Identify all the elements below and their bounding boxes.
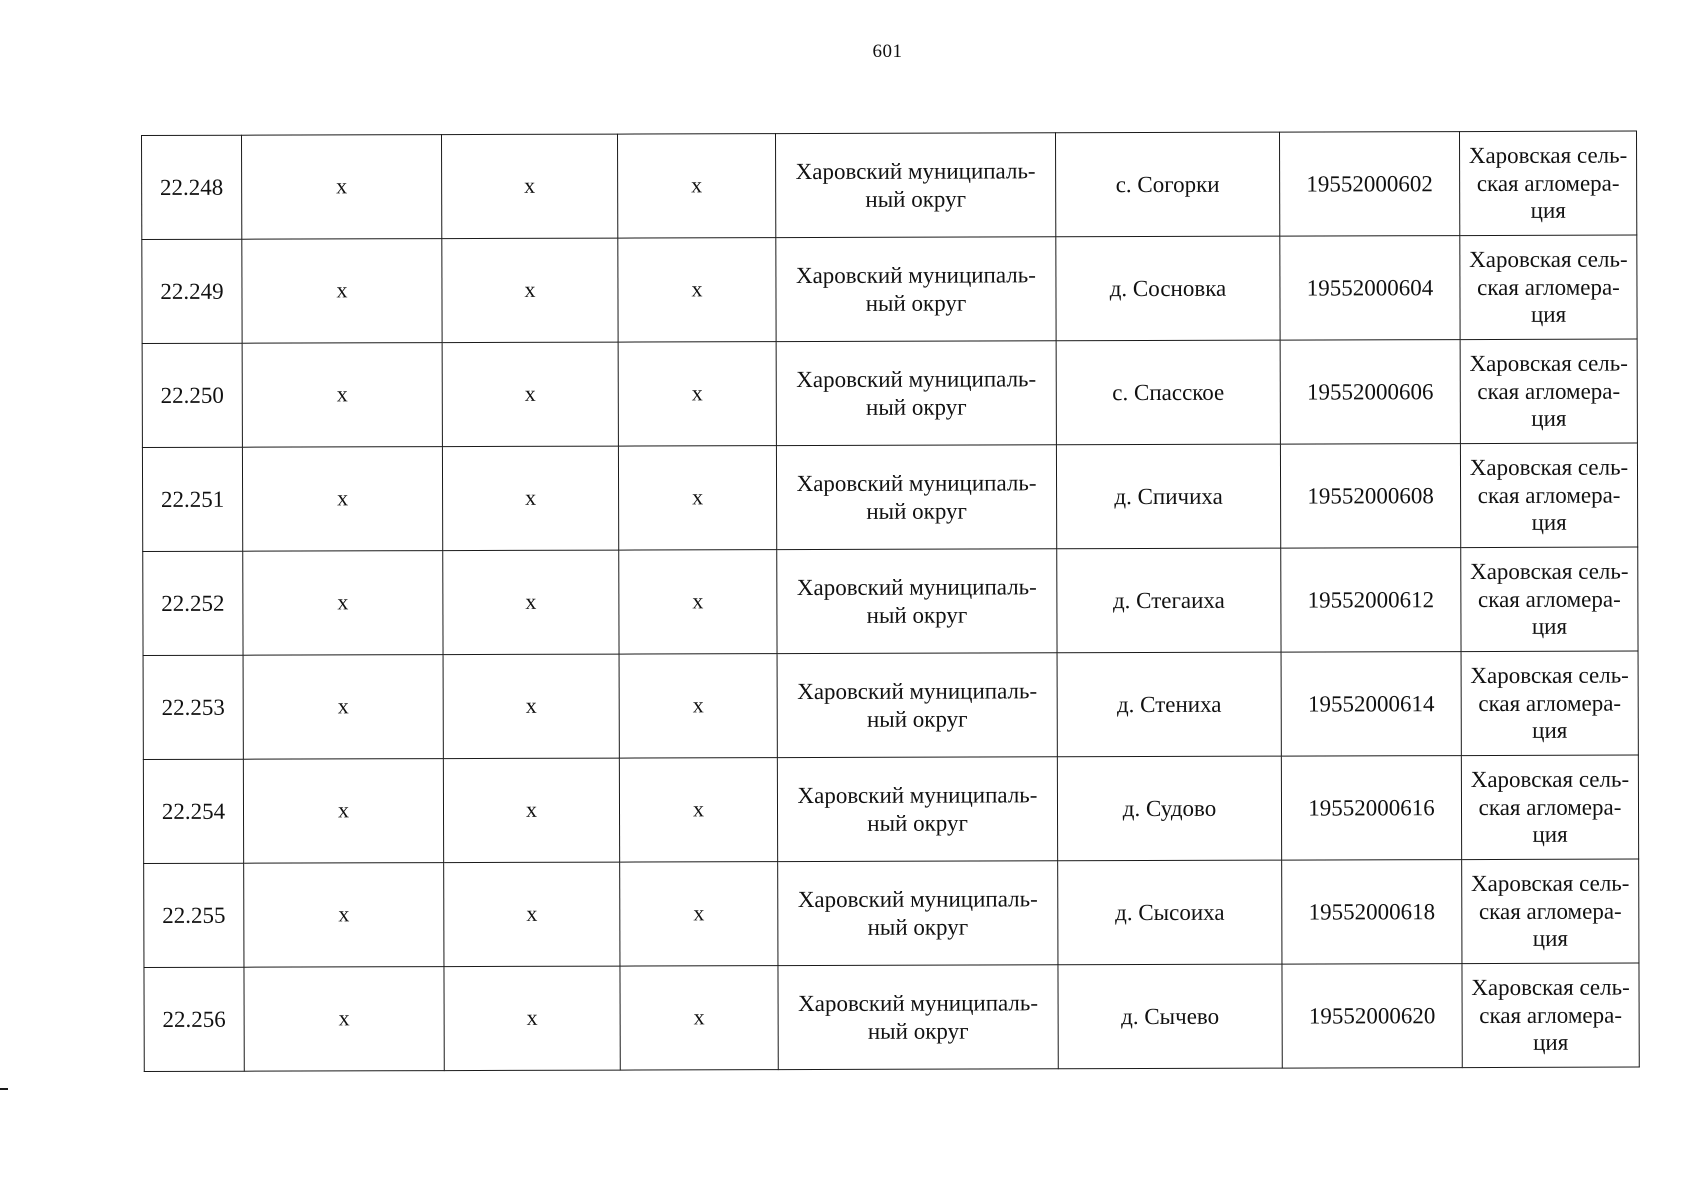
agglomeration-cell: Харовская сель-ская агломера-ция: [1461, 755, 1638, 860]
agglomeration-cell: Харовская сель-ская агломера-ция: [1460, 443, 1637, 548]
row-number-cell: 22.256: [144, 967, 244, 1071]
column-3-cell: х: [443, 654, 619, 759]
table-row: [144, 859, 1639, 967]
column-3-cell: х: [444, 862, 620, 967]
column-4-cell: х: [619, 550, 777, 654]
column-3-cell: х: [443, 550, 619, 655]
oktmo-code-cell: 19552000618: [1282, 860, 1462, 965]
agglomeration-cell: Харовская сель-ская агломера-ция: [1462, 963, 1639, 1068]
municipality-cell: Харовский муниципаль-ный округ: [778, 861, 1058, 966]
table-row: [142, 131, 1637, 239]
table-row: [143, 755, 1638, 863]
oktmo-code-cell: 19552000612: [1281, 548, 1461, 653]
column-3-cell: х: [444, 966, 620, 1071]
column-2-cell: х: [244, 967, 444, 1072]
municipality-cell: Харовский муниципаль-ный округ: [776, 445, 1056, 550]
municipality-cell: Харовский муниципаль-ный округ: [777, 549, 1057, 654]
column-2-cell: х: [242, 447, 442, 552]
settlement-cell: д. Стегаиха: [1057, 548, 1281, 653]
column-4-cell: х: [619, 758, 777, 862]
settlement-cell: д. Судово: [1057, 756, 1281, 861]
table-row: [143, 651, 1638, 759]
table-row: [143, 547, 1638, 655]
row-number-cell: 22.248: [142, 135, 242, 239]
oktmo-code-cell: 19552000614: [1281, 652, 1461, 757]
row-number-cell: 22.255: [144, 863, 244, 967]
oktmo-code-cell: 19552000616: [1281, 756, 1461, 861]
oktmo-code-cell: 19552000606: [1280, 340, 1460, 445]
column-4-cell: х: [618, 342, 776, 446]
oktmo-code-cell: 19552000620: [1282, 964, 1462, 1069]
column-2-cell: х: [243, 759, 443, 864]
row-number-cell: 22.254: [143, 759, 243, 863]
table-row: [142, 443, 1637, 551]
page-number: 601: [872, 41, 903, 62]
agglomeration-cell: Харовская сель-ская агломера-ция: [1460, 235, 1637, 340]
municipality-cell: Харовский муниципаль-ный округ: [777, 757, 1057, 862]
margin-mark: [0, 1088, 8, 1090]
table-body: [142, 131, 1640, 1071]
column-2-cell: х: [243, 655, 443, 760]
agglomeration-cell: Харовская сель-ская агломера-ция: [1461, 547, 1638, 652]
column-4-cell: х: [618, 238, 776, 342]
settlement-cell: д. Спичиха: [1056, 444, 1280, 549]
settlements-table: [141, 131, 1640, 1072]
column-3-cell: х: [442, 238, 618, 343]
column-2-cell: х: [244, 863, 444, 968]
row-number-cell: 22.252: [143, 551, 243, 655]
oktmo-code-cell: 19552000604: [1280, 236, 1460, 341]
table-row: [142, 235, 1637, 343]
table-row: [142, 339, 1637, 447]
settlement-cell: д. Сысоиха: [1058, 860, 1282, 965]
column-2-cell: х: [242, 239, 442, 344]
agglomeration-cell: Харовская сель-ская агломера-ция: [1460, 339, 1637, 444]
settlement-cell: с. Спасское: [1056, 340, 1280, 445]
oktmo-code-cell: 19552000608: [1280, 444, 1460, 549]
agglomeration-cell: Харовская сель-ская агломера-ция: [1461, 651, 1638, 756]
column-2-cell: х: [243, 551, 443, 656]
municipality-cell: Харовский муниципаль-ный округ: [775, 133, 1055, 238]
row-number-cell: 22.250: [142, 343, 242, 447]
row-number-cell: 22.253: [143, 655, 243, 759]
oktmo-code-cell: 19552000602: [1279, 132, 1459, 237]
table-row: [144, 963, 1639, 1071]
settlement-cell: д. Сычево: [1058, 964, 1282, 1069]
column-3-cell: х: [442, 134, 618, 239]
settlement-cell: д. Сосновка: [1056, 236, 1280, 341]
municipality-cell: Харовский муниципаль-ный округ: [776, 237, 1056, 342]
settlement-cell: д. Стениха: [1057, 652, 1281, 757]
column-4-cell: х: [618, 446, 776, 550]
column-2-cell: х: [242, 343, 442, 448]
row-number-cell: 22.249: [142, 239, 242, 343]
agglomeration-cell: Харовская сель-ская агломера-ция: [1459, 131, 1636, 236]
agglomeration-cell: Харовская сель-ская агломера-ция: [1462, 859, 1639, 964]
municipality-cell: Харовский муниципаль-ный округ: [777, 653, 1057, 758]
row-number-cell: 22.251: [142, 447, 242, 551]
column-4-cell: х: [620, 966, 778, 1070]
municipality-cell: Харовский муниципаль-ный округ: [778, 965, 1058, 1070]
column-4-cell: х: [617, 134, 775, 238]
column-4-cell: х: [620, 862, 778, 966]
municipality-cell: Харовский муниципаль-ный округ: [776, 341, 1056, 446]
settlement-cell: с. Согорки: [1055, 132, 1279, 237]
column-3-cell: х: [442, 446, 618, 551]
column-3-cell: х: [442, 342, 618, 447]
column-2-cell: х: [242, 135, 442, 240]
column-3-cell: х: [443, 758, 619, 863]
column-4-cell: х: [619, 654, 777, 758]
